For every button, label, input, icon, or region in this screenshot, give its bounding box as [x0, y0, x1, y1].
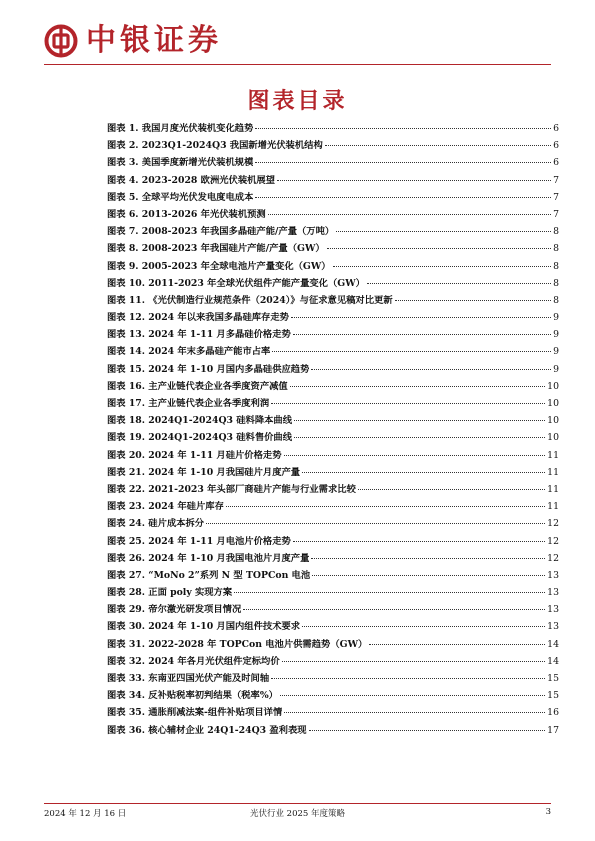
toc-entry-page: 10 — [547, 432, 559, 444]
toc-entry-page: 11 — [547, 449, 559, 461]
toc-entry-title: 2024 年 1-10 月我国硅片月度产量 — [148, 466, 301, 478]
toc-entry-page: 8 — [553, 226, 559, 238]
toc-entry-label: 图表 8. — [107, 243, 139, 255]
toc-entry[interactable] — [107, 636, 559, 653]
toc-entry-page: 12 — [547, 535, 559, 547]
toc-leader-dots — [336, 231, 551, 232]
toc-entry[interactable] — [107, 687, 559, 704]
toc-entry[interactable] — [107, 189, 559, 206]
toc-entry-page: 6 — [553, 140, 559, 152]
toc-entry-title: 2024 年 1-10 月国内多晶硅供应趋势 — [148, 363, 310, 375]
toc-entry-title: “MoNo 2”系列 N 型 TOPCon 电池 — [148, 569, 311, 581]
toc-leader-dots — [206, 523, 545, 524]
toc-leader-dots — [327, 248, 551, 249]
toc-leader-dots — [268, 214, 551, 215]
toc-entry-title: 2024 年 1-10 月我国电池片月度产量 — [148, 552, 310, 564]
toc-entry-label: 图表 25. — [107, 535, 146, 547]
toc-entry-page: 13 — [547, 569, 559, 581]
toc-entry[interactable] — [107, 429, 559, 446]
toc-entry[interactable] — [107, 292, 559, 309]
toc-entry-page: 9 — [553, 363, 559, 375]
toc-entry[interactable] — [107, 326, 559, 343]
toc-entry-title: 主产业链代表企业各季度资产减值 — [148, 380, 288, 392]
toc-leader-dots — [294, 420, 545, 421]
toc-entry-page: 8 — [553, 277, 559, 289]
toc-leader-dots — [280, 695, 545, 696]
footer-doc-title: 光伏行业 2025 年度策略 — [249, 809, 346, 819]
toc-leader-dots — [234, 592, 545, 593]
toc-entry-label: 图表 6. — [107, 208, 139, 220]
toc-leader-dots — [255, 128, 551, 129]
table-of-figures — [107, 120, 559, 739]
toc-entry-page: 7 — [553, 191, 559, 203]
footer — [44, 807, 551, 819]
toc-entry-page: 10 — [547, 380, 559, 392]
toc-entry[interactable] — [107, 361, 559, 378]
toc-leader-dots — [367, 283, 551, 284]
toc-entry-title: 2011-2023 年全球光伏组件产能产量变化（GW） — [148, 277, 365, 289]
toc-entry[interactable] — [107, 567, 559, 584]
toc-entry-title: 我国月度光伏装机变化趋势 — [141, 123, 254, 134]
footer-divider — [44, 803, 551, 804]
toc-entry[interactable] — [107, 120, 559, 137]
toc-entry-label: 图表 23. — [107, 501, 146, 513]
toc-entry[interactable] — [107, 206, 559, 223]
toc-entry-label: 图表 36. — [107, 724, 146, 736]
toc-leader-dots — [255, 197, 551, 198]
toc-entry-page: 11 — [547, 501, 559, 513]
toc-entry[interactable] — [107, 481, 559, 498]
toc-entry-title: 2022-2028 年 TOPCon 电池片供需趋势（GW） — [148, 638, 368, 650]
toc-entry-label: 图表 18. — [107, 415, 146, 427]
toc-entry-page: 11 — [547, 483, 559, 495]
toc-entry-label: 图表 15. — [107, 363, 146, 375]
toc-entry-title: 2013-2026 年光伏装机预测 — [141, 208, 266, 220]
toc-entry-label: 图表 13. — [107, 329, 146, 341]
toc-entry-label: 图表 16. — [107, 380, 146, 392]
toc-entry-title: 2024 年 1-11 月电池片价格走势 — [148, 535, 291, 547]
toc-entry[interactable] — [107, 464, 559, 481]
toc-leader-dots — [395, 300, 551, 301]
toc-entry[interactable] — [107, 515, 559, 532]
toc-entry[interactable] — [107, 670, 559, 687]
toc-entry-page: 9 — [553, 329, 559, 341]
toc-entry-label: 图表 21. — [107, 466, 146, 478]
toc-entry[interactable] — [107, 722, 559, 739]
footer-date: 2024 年 12 月 16 日 — [44, 809, 127, 819]
toc-entry-page: 10 — [547, 398, 559, 409]
toc-entry-title: 2024 年末多晶硅产能市占率 — [148, 346, 271, 358]
toc-entry[interactable] — [107, 618, 559, 635]
toc-entry-title: 2024 年 1-11 月硅片价格走势 — [148, 449, 282, 461]
toc-entry-label: 图表 1. — [107, 123, 139, 134]
toc-entry-label: 图表 17. — [107, 398, 146, 409]
toc-entry-page: 15 — [547, 673, 559, 684]
toc-entry-page: 13 — [547, 604, 559, 616]
toc-entry-title: 2024Q1-2024Q3 硅料降本曲线 — [148, 415, 293, 427]
toc-entry-title: 主产业链代表企业各季度利润 — [148, 398, 270, 409]
toc-entry-label: 图表 30. — [107, 621, 146, 633]
toc-leader-dots — [255, 162, 551, 163]
toc-entry-label: 图表 27. — [107, 569, 146, 581]
toc-entry-label: 图表 32. — [107, 655, 146, 667]
toc-entry-label: 图表 29. — [107, 604, 146, 616]
toc-entry-page: 16 — [547, 707, 559, 719]
toc-entry[interactable] — [107, 412, 559, 429]
toc-entry-label: 图表 14. — [107, 346, 146, 358]
toc-entry-label: 图表 2. — [107, 140, 139, 152]
toc-entry-page: 14 — [547, 638, 559, 650]
toc-entry[interactable] — [107, 584, 559, 601]
toc-entry[interactable] — [107, 258, 559, 275]
toc-entry[interactable] — [107, 653, 559, 670]
toc-leader-dots — [243, 609, 545, 610]
toc-entry-label: 图表 11. — [107, 294, 146, 306]
toc-entry-page: 13 — [547, 587, 559, 599]
toc-leader-dots — [294, 437, 545, 438]
toc-entry-label: 图表 26. — [107, 552, 146, 564]
toc-entry-label: 图表 28. — [107, 587, 146, 599]
toc-entry-page: 6 — [553, 123, 559, 134]
toc-leader-dots — [311, 369, 551, 370]
toc-leader-dots — [277, 180, 551, 181]
toc-entry-label: 图表 3. — [107, 157, 139, 169]
toc-leader-dots — [293, 541, 545, 542]
toc-leader-dots — [302, 626, 545, 627]
toc-entry-title: 2024 年 1-10 月国内组件技术要求 — [148, 621, 301, 633]
toc-entry-page: 12 — [547, 518, 559, 530]
page-title: 图表目录 — [247, 89, 348, 114]
toc-entry-page: 9 — [553, 312, 559, 324]
toc-entry-page: 8 — [553, 294, 559, 306]
toc-entry-label: 图表 31. — [107, 638, 146, 650]
toc-leader-dots — [369, 644, 545, 645]
toc-entry-title: 2008-2023 年我国硅片产能/产量（GW） — [141, 243, 325, 255]
toc-entry-title: 反补贴税率初判结果（税率%） — [148, 690, 278, 702]
toc-entry-label: 图表 20. — [107, 449, 146, 461]
toc-entry-title: 2024 年硅片库存 — [148, 501, 224, 513]
toc-entry-title: 东南亚四国光伏产能及时间轴 — [148, 673, 270, 684]
toc-entry-title: 全球平均光伏发电度电成本 — [141, 191, 254, 203]
toc-entry[interactable] — [107, 395, 559, 412]
toc-entry-title: 2023-2028 欧洲光伏装机展望 — [141, 174, 276, 186]
toc-entry-label: 图表 33. — [107, 673, 146, 684]
brand-name: 中银证券 — [86, 23, 222, 58]
toc-entry-title: 2024Q1-2024Q3 硅料售价曲线 — [148, 432, 293, 444]
toc-entry-title: 正面 poly 实现方案 — [148, 587, 233, 599]
toc-leader-dots — [309, 730, 546, 731]
toc-entry-page: 17 — [547, 724, 559, 736]
toc-entry-page: 13 — [547, 621, 559, 633]
toc-leader-dots — [284, 455, 546, 456]
toc-entry-title: 2008-2023 年我国多晶硅产能/产量（万吨） — [141, 226, 335, 238]
toc-entry[interactable] — [107, 154, 559, 171]
toc-entry-title: 美国季度新增光伏装机规模 — [141, 157, 254, 169]
toc-entry-page: 9 — [553, 346, 559, 358]
toc-entry-page: 8 — [553, 260, 559, 272]
toc-entry-title: 2024 年 1-11 月多晶硅价格走势 — [148, 329, 291, 341]
toc-entry-label: 图表 9. — [107, 260, 139, 272]
toc-entry-title: 2005-2023 年全球电池片产量变化（GW） — [141, 260, 331, 272]
toc-leader-dots — [333, 266, 551, 267]
toc-entry-label: 图表 22. — [107, 483, 146, 495]
toc-leader-dots — [290, 386, 545, 387]
toc-entry-title: 2023Q1-2024Q3 我国新增光伏装机结构 — [141, 140, 323, 152]
toc-entry[interactable] — [107, 498, 559, 515]
toc-entry-title: 2024 年各月光伏组件定标均价 — [148, 655, 280, 667]
toc-entry-title: 2024 年以来我国多晶硅库存走势 — [148, 312, 289, 324]
toc-leader-dots — [311, 558, 545, 559]
toc-entry[interactable] — [107, 550, 559, 567]
page-number: 3 — [545, 807, 551, 817]
header — [44, 22, 222, 60]
toc-entry[interactable] — [107, 275, 559, 292]
toc-leader-dots — [271, 678, 545, 679]
toc-leader-dots — [291, 317, 551, 318]
toc-leader-dots — [312, 575, 545, 576]
toc-entry-page: 7 — [553, 208, 559, 220]
toc-entry[interactable] — [107, 137, 559, 154]
toc-entry-page: 7 — [553, 174, 559, 186]
toc-entry-title: 核心辅材企业 24Q1-24Q3 盈利表现 — [148, 724, 307, 736]
toc-entry-page: 12 — [547, 552, 559, 564]
toc-leader-dots — [282, 661, 546, 662]
toc-entry-title: 通胀削减法案-组件补贴项目详情 — [148, 707, 283, 719]
toc-entry-page: 10 — [547, 415, 559, 427]
toc-entry-label: 图表 12. — [107, 312, 146, 324]
toc-entry-page: 6 — [553, 157, 559, 169]
toc-leader-dots — [226, 506, 545, 507]
toc-entry-title: 《光伏制造行业规范条件（2024）》与征求意见稿对比更新 — [148, 294, 393, 306]
toc-leader-dots — [271, 403, 545, 404]
toc-entry[interactable] — [107, 343, 559, 360]
toc-entry-label: 图表 4. — [107, 174, 139, 186]
toc-entry-label: 图表 5. — [107, 191, 139, 203]
toc-entry-page: 11 — [547, 466, 559, 478]
toc-entry-title: 硅片成本拆分 — [148, 518, 205, 530]
toc-leader-dots — [358, 489, 545, 490]
toc-entry[interactable] — [107, 601, 559, 618]
toc-entry-label: 图表 7. — [107, 226, 139, 238]
toc-leader-dots — [325, 145, 551, 146]
toc-entry[interactable] — [107, 309, 559, 326]
toc-entry-label: 图表 35. — [107, 707, 146, 719]
toc-entry[interactable] — [107, 378, 559, 395]
toc-entry-title: 帝尔激光研发项目情况 — [148, 604, 242, 616]
toc-entry-page: 8 — [553, 243, 559, 255]
toc-entry[interactable] — [107, 172, 559, 189]
toc-entry[interactable] — [107, 240, 559, 257]
toc-entry-label: 图表 24. — [107, 518, 146, 530]
toc-leader-dots — [272, 351, 551, 352]
bank-of-china-logo-icon — [44, 24, 78, 58]
toc-entry-label: 图表 19. — [107, 432, 146, 444]
toc-entry-title: 2021-2023 年头部厂商硅片产能与行业需求比较 — [148, 483, 356, 495]
toc-entry-page: 15 — [547, 690, 559, 702]
toc-leader-dots — [293, 334, 551, 335]
toc-entry-page: 14 — [547, 655, 559, 667]
toc-entry[interactable] — [107, 447, 559, 464]
toc-leader-dots — [302, 472, 545, 473]
toc-entry[interactable] — [107, 223, 559, 240]
toc-entry-label: 图表 10. — [107, 277, 146, 289]
toc-leader-dots — [284, 712, 545, 713]
toc-entry-label: 图表 34. — [107, 690, 146, 702]
toc-entry[interactable] — [107, 533, 559, 550]
toc-entry[interactable] — [107, 704, 559, 721]
header-divider — [44, 64, 551, 65]
